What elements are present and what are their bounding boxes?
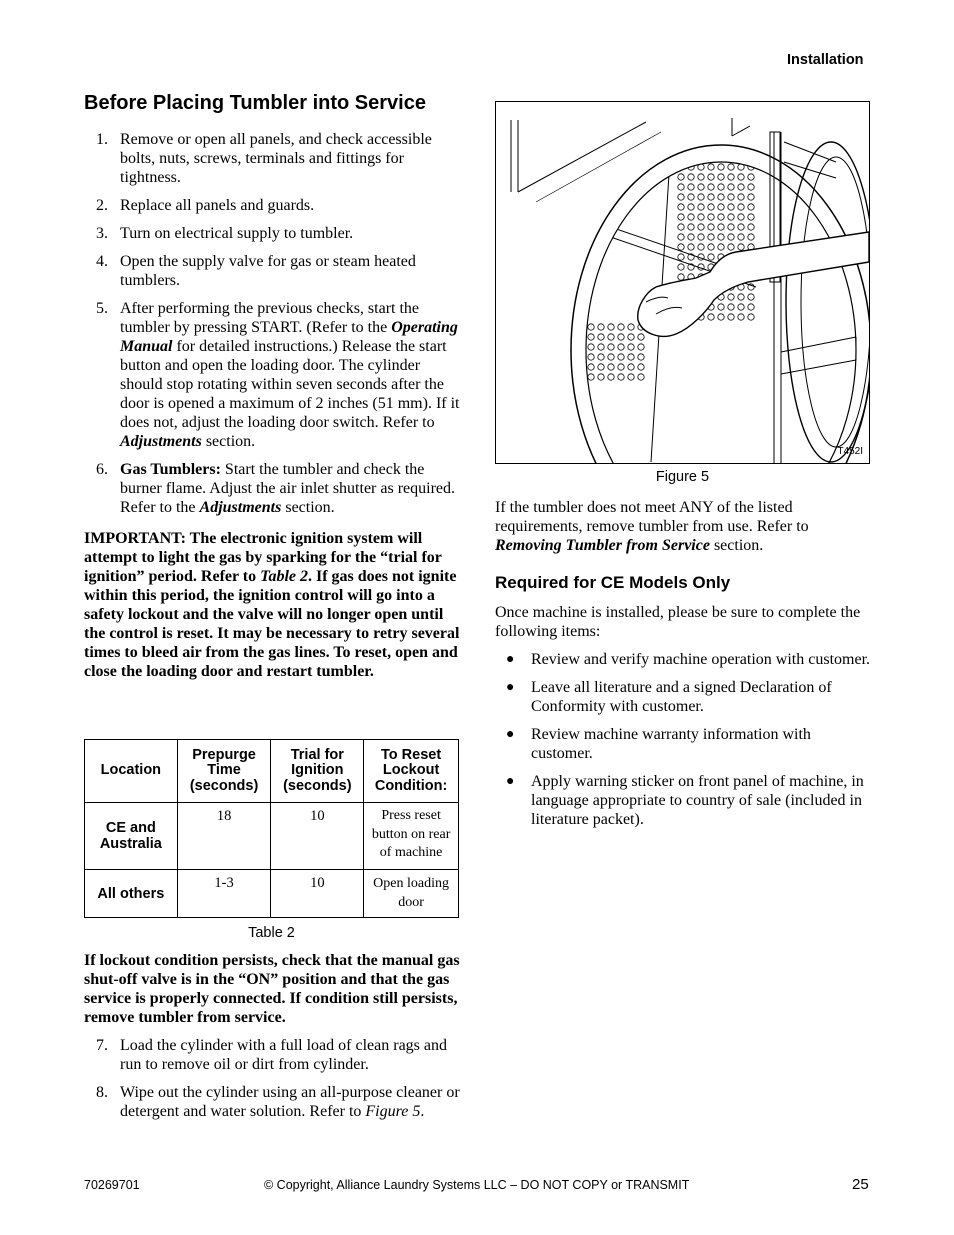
table-row	[85, 870, 459, 918]
step-text: Open the supply valve for gas or steam heated tumblers.	[120, 253, 416, 289]
table-caption: Table 2	[248, 925, 295, 941]
step-text: Wipe out the cylinder using an all-purpose cleaner or detergent and water solution. Refer to	[120, 1084, 460, 1120]
table-cell: 10	[271, 803, 364, 870]
adjustments-reference: Adjustments	[120, 433, 202, 450]
column-header: Location	[85, 740, 178, 803]
ignition-table	[84, 739, 459, 918]
step-text: Start the tumbler and check the burner flame. Adjust the air inlet shutter as required. Refer to the	[120, 461, 456, 516]
step-lead: Gas Tumblers:	[120, 461, 221, 478]
step-text: Remove or open all panels, and check accessible bolts, nuts, screws, terminals and fittings for tightness.	[120, 131, 432, 186]
ce-heading: Required for CE Models Only	[495, 573, 731, 592]
table-cell: 18	[177, 803, 271, 870]
tumbler-cylinder-drawing	[496, 102, 869, 463]
column-header: Prepurge Time (seconds)	[177, 740, 271, 803]
table-cell: Press reset button on rear of machine	[364, 803, 459, 870]
lockout-note: If lockout condition persists, check that the manual gas shut-off valve is in the “ON” position and that the gas service is properly connected. If condition still persists, remove tumbler from service.	[84, 952, 460, 1026]
bullet-icon: ●	[506, 680, 515, 695]
section-heading: Before Placing Tumbler into Service	[84, 92, 426, 114]
step-number: 4.	[96, 253, 108, 270]
list-item	[84, 1036, 460, 1074]
table-row	[85, 803, 459, 870]
bullet-icon: ●	[506, 652, 515, 667]
column-header: To Reset Lockout Condition:	[364, 740, 459, 803]
important-note: IMPORTANT: The electronic ignition system will attempt to light the gas by sparking for the “trial for ignition” period. Refer to Table 2. If gas does not ignite within this period, the ignition control will go into a safety lockout and the valve will no longer open until the control is reset. It may be necessary to retry several times to bleed air from the gas lines. To reset, open and close the loading door and restart tumbler.	[84, 530, 460, 680]
list-item	[84, 196, 460, 215]
list-item: ● Review and verify machine operation with customer.	[506, 651, 871, 668]
left-column-continued	[84, 1036, 460, 1130]
right-column	[495, 498, 870, 838]
step-number: 1.	[96, 131, 108, 148]
section-header: Installation	[787, 52, 864, 68]
step-number: 8.	[96, 1084, 108, 1101]
document-number: 70269701	[84, 1178, 140, 1192]
manual-reference: Operating Manual	[120, 319, 458, 355]
row-header: CE and Australia	[85, 803, 178, 870]
step-text: Replace all panels and guards.	[120, 197, 315, 214]
step-number: 2.	[96, 197, 108, 214]
step-number: 7.	[96, 1037, 108, 1054]
row-header: All others	[85, 870, 178, 918]
figure-code: T452I	[837, 446, 863, 457]
figure-caption: Figure 5	[655, 469, 710, 485]
table-cell: 10	[271, 870, 364, 918]
figure-reference: Figure 5	[365, 1103, 421, 1120]
step-text: section.	[201, 433, 256, 450]
ce-bullet-list	[495, 650, 870, 829]
list-item: ● Apply warning sticker on front panel of machine, in language appropriate to country of sale (included in literature packet).	[506, 773, 864, 828]
list-item	[84, 130, 460, 187]
step-number: 3.	[96, 225, 108, 242]
step-number: 5.	[96, 300, 108, 317]
list-item: ● Leave all literature and a signed Declaration of Conformity with customer.	[506, 679, 832, 715]
list-item	[84, 1083, 460, 1121]
bullet-icon: ●	[506, 727, 515, 742]
steps-list	[84, 1036, 460, 1121]
step-text: for detailed instructions.) Release the start button and open the loading door. The cylinder should stop rotating within seven seconds after the door is opened a maximum of 2 inches (51 mm). If it does not, adjust the loading door switch. Refer to	[120, 338, 460, 431]
step-text: .	[420, 1103, 425, 1120]
list-item	[84, 299, 460, 451]
step-text: Load the cylinder with a full load of clean rags and run to remove oil or dirt from cylinder.	[120, 1037, 447, 1073]
table-cell: 1-3	[177, 870, 271, 918]
list-item: ● Review machine warranty information with customer.	[506, 726, 811, 762]
list-item	[84, 460, 460, 517]
list-item	[84, 252, 460, 290]
list-item	[84, 224, 460, 243]
ce-intro: Once machine is installed, please be sure to complete the following items:	[495, 604, 861, 640]
step-number: 6.	[96, 461, 108, 478]
step-text: Turn on electrical supply to tumbler.	[120, 225, 354, 242]
table-cell: Open loading door	[364, 870, 459, 918]
copyright-notice: © Copyright, Alliance Laundry Systems LLC – DO NOT COPY or TRANSMIT	[264, 1178, 690, 1192]
table-reference: Table 2	[260, 568, 308, 585]
column-header: Trial for Ignition (seconds)	[271, 740, 364, 803]
step-text: After performing the previous checks, start the tumbler by pressing START. (Refer to the	[120, 300, 420, 336]
adjustments-reference: Adjustments	[199, 499, 282, 516]
removal-paragraph: If the tumbler does not meet ANY of the listed requirements, remove tumbler from use. Refer to Removing Tumbler from Service section.	[495, 499, 809, 554]
steps-list	[84, 130, 460, 517]
step-text: section.	[281, 499, 335, 516]
left-column	[84, 90, 460, 681]
removal-reference: Removing Tumbler from Service	[495, 537, 710, 554]
figure-illustration	[495, 101, 870, 464]
page-number: 25	[852, 1176, 869, 1193]
bullet-icon: ●	[506, 774, 515, 789]
table-header-row	[85, 740, 459, 803]
